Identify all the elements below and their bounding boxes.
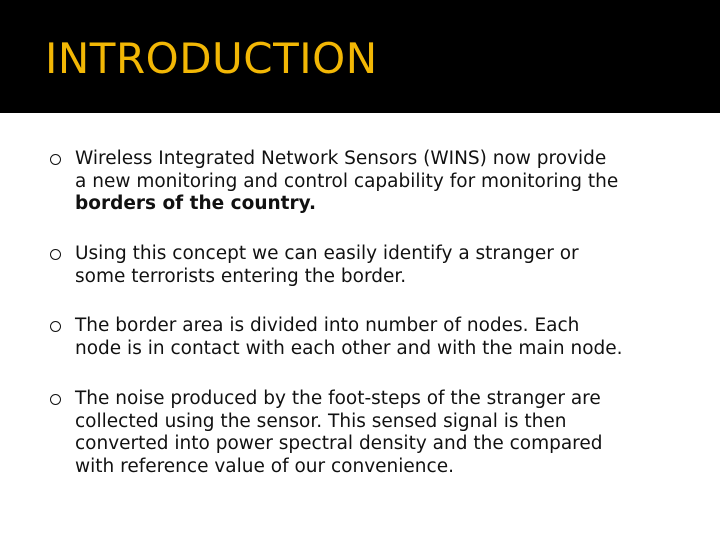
bullet-text-2: Using this concept we can easily identify a stranger or some terrorists entering the border. — [75, 243, 579, 287]
hollow-circle-bullet-icon — [50, 154, 61, 165]
bullet-text-1-bold: borders of the country. — [75, 193, 317, 214]
bullet-text-1 — [75, 148, 695, 216]
bullet-text-3: The border area is divided into number of nodes. Each node is in contact with each other and with the main node. — [75, 315, 623, 359]
hollow-circle-bullet-icon — [50, 321, 61, 332]
bullet-text-1-regular: Wireless Integrated Network Sensors (WINS) now provide a new monitoring and control capability for monitoring the — [75, 148, 619, 192]
hollow-circle-bullet-icon — [50, 394, 61, 405]
hollow-circle-bullet-icon — [50, 249, 61, 260]
slide-title: INTRODUCTION — [45, 34, 378, 83]
bullet-text-4: The noise produced by the foot-steps of the stranger are collected using the sensor. This sensed signal is then converted into power spectral density and the compared with reference value of our convenience. — [75, 388, 603, 477]
